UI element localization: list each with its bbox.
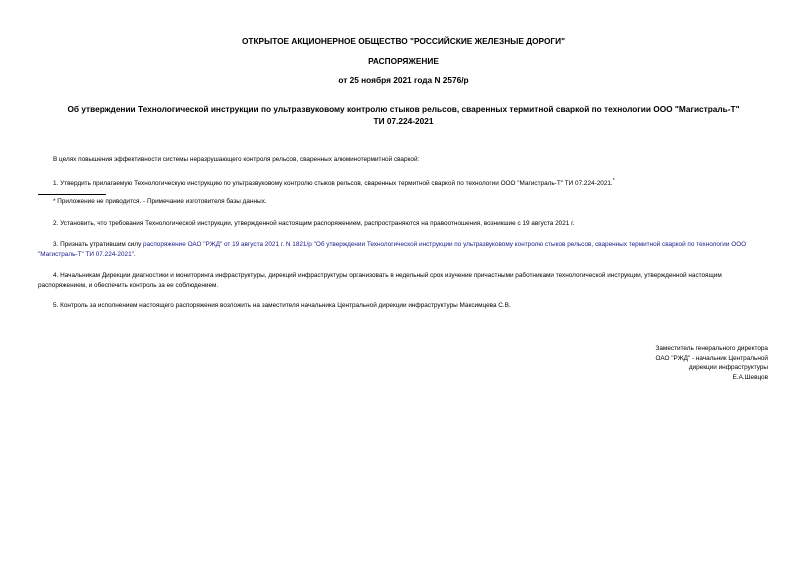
organization-heading: ОТКРЫТОЕ АКЦИОНЕРНОЕ ОБЩЕСТВО "РОССИЙСКИЕ ЖЕЛЕЗНЫЕ ДОРОГИ" [241, 36, 566, 46]
signature-block [560, 344, 768, 382]
item-1-paragraph [38, 176, 768, 189]
doc-type-heading: РАСПОРЯЖЕНИЕ [368, 56, 439, 66]
item-1-text: 1. Утвердить прилагаемую Технологическую инструкцию по ультразвуковому контролю стыков рельсов, сваренных термитной сваркой по технологии ООО "Магистраль-Т" ТИ 07.224-2021. [53, 180, 613, 188]
item-5-paragraph: 5. Контроль за исполнением настоящего распоряжения возложить на заместителя начальника Центральной дирекции инфраструктуры Максимцева С.В. [53, 302, 511, 309]
item-4-paragraph: 4. Начальникам Дирекции диагностики и мониторинга инфраструктуры, дирекций инфраструктуры организовать в недельный срок изучение причастными работниками технологической инструкции, утвержденной настоящим распоряжением, и обеспечить контроль за ее соблюдением. [38, 272, 722, 289]
signatory-name: Е.А.Шевцов [732, 373, 768, 381]
repealed-order-link[interactable]: распоряжение ОАО "РЖД" от 19 августа 2021 г. N 1821/р "Об утверждении Технологической инструкции по ультразвуковому контролю стыков рельсов, сваренных термитной сваркой по технологии ООО "Магистраль-Т" ТИ 07.224-2021" [38, 241, 747, 258]
footnote-divider [38, 194, 106, 195]
item-2-paragraph: 2. Установить, что требования Технологической инструкции, утвержденной настоящим распоряжением, распространяются на правоотношения, возникшие с 19 августа 2021 г. [53, 220, 575, 227]
footnote-mark: * [612, 178, 615, 184]
document-title [20, 103, 787, 127]
signature-line-3: дирекции инфраструктуры [688, 364, 768, 371]
document-title-line2: ТИ 07.224-2021 [373, 116, 434, 126]
item-3-prefix: 3. Признать утратившим силу [53, 241, 144, 248]
signature-line-2: ОАО "РЖД" - начальник Центральной [655, 354, 768, 362]
item-3-paragraph [38, 240, 768, 260]
doc-date-number: от 25 ноября 2021 года N 2576/р [338, 75, 469, 85]
item-3-suffix: . [133, 251, 136, 258]
intro-paragraph: В целях повышения эффективности системы неразрушающего контроля рельсов, сваренных алюминотермитной сваркой: [53, 156, 420, 163]
signature-line-1: Заместитель генерального директора [655, 345, 768, 352]
document-title-line1: Об утверждении Технологической инструкции по ультразвуковому контролю стыков рельсов, сваренных термитной сваркой по технологии ООО "Магистраль-Т" [67, 104, 740, 114]
footnote-text: * Приложение не приводится. - Примечание изготовителя базы данных. [53, 198, 267, 205]
